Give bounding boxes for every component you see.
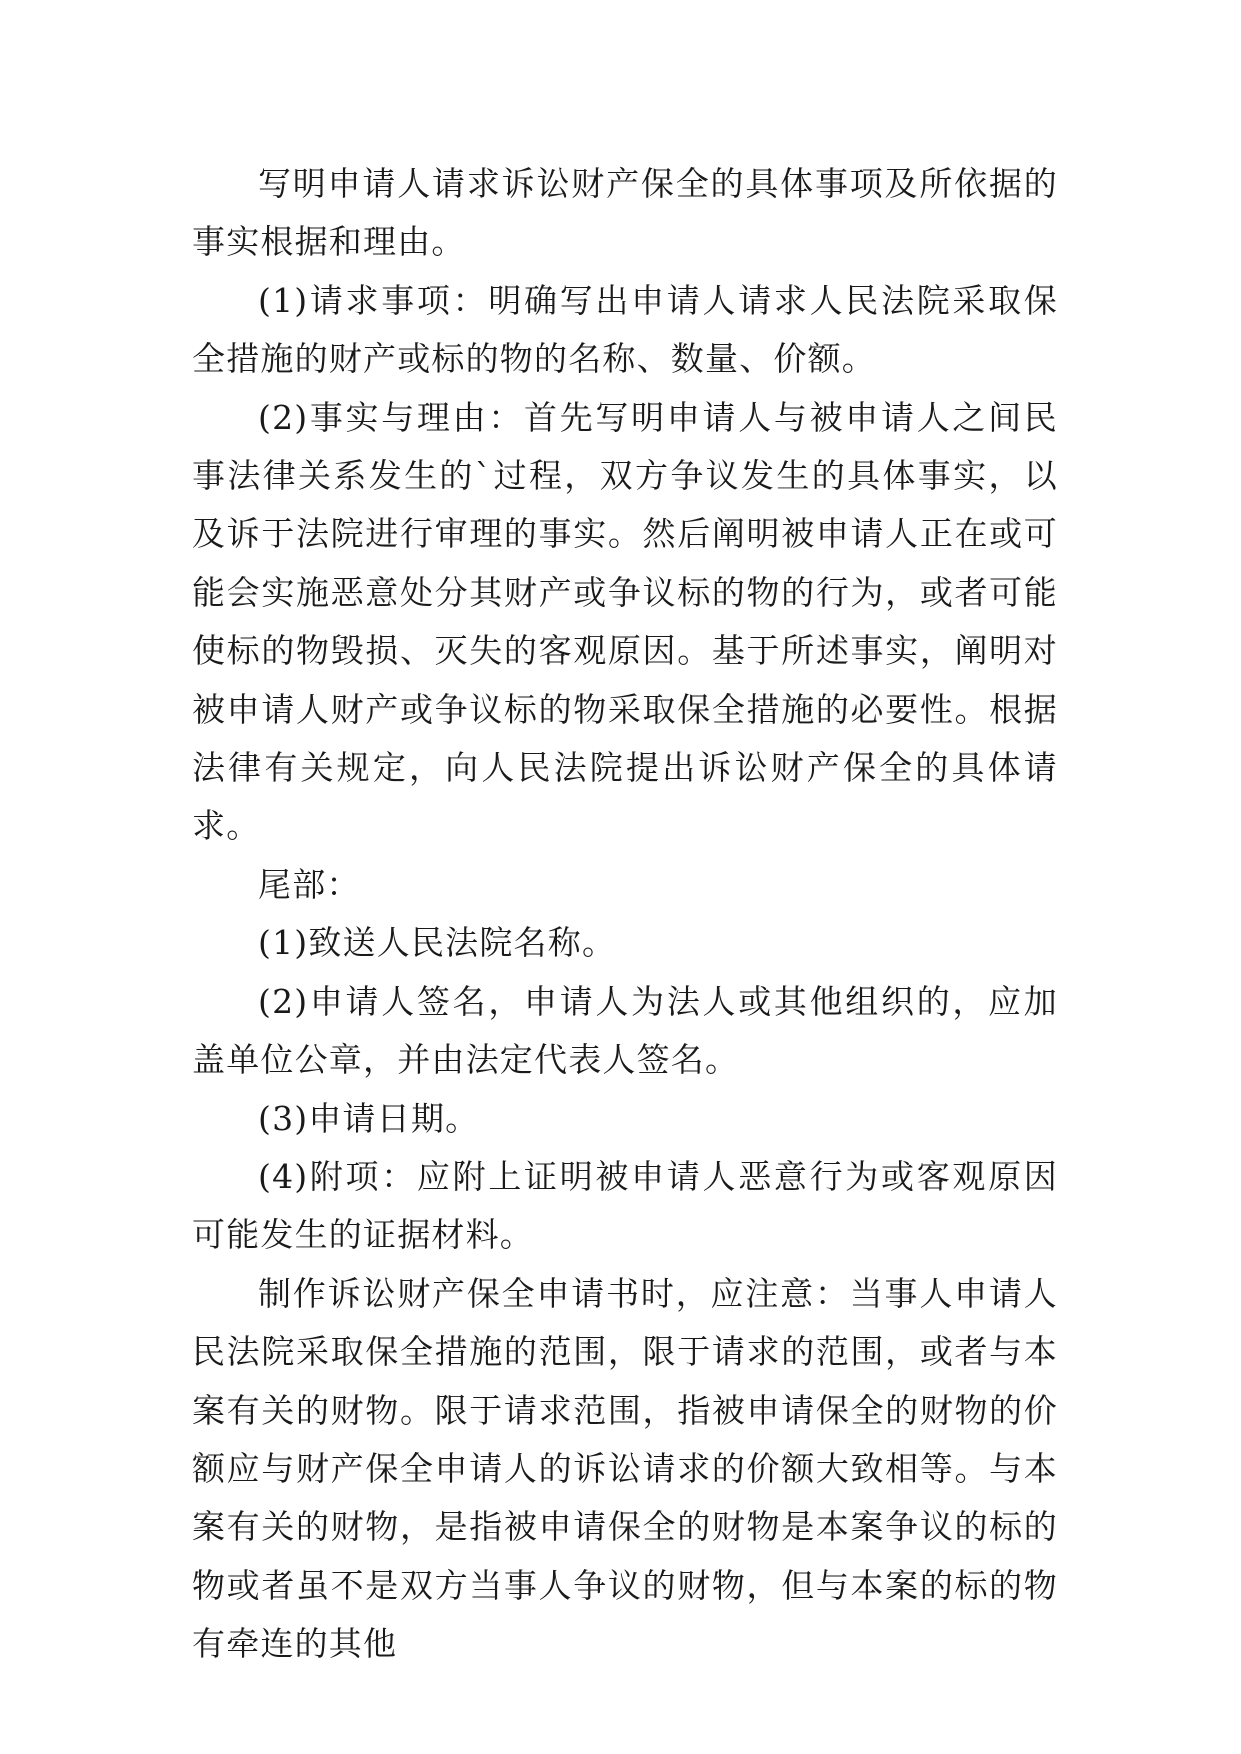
paragraph-ending-attachments: (4)附项：应附上证明被申请人恶意行为或客观原因可能发生的证据材料。 (192, 1156, 1058, 1255)
paragraph-facts-and-reasons-intro: 写明申请人请求诉讼财产保全的具体事项及所依据的事实根据和理由。 (192, 164, 1058, 262)
paragraph-ending-signature: (2)申请人签名，申请人为法人或其他组织的，应加盖单位公章，并由法定代表人签名。 (192, 981, 1058, 1080)
paragraph-notes: 制作诉讼财产保全申请书时，应注意：当事人申请人民法院采取保全措施的范围，限于请求的范围，或者与本案有关的财物。限于请求范围，指被申请保全的财物的价额应与财产保全申请人的诉讼请求的价额大致相等。与本案有关的财物，是指被申请保全的财物是本案争议的标的物或者虽不是双方当事人争议的财物，但与本案的标的物有牵连的其他 (192, 1273, 1058, 1664)
document-body (192, 155, 1058, 1674)
paragraph-request-items: (1)请求事项：明确写出申请人请求人民法院采取保全措施的财产或标的物的名称、数量、价额。 (192, 280, 1058, 379)
paragraph-ending-date: (3)申请日期。 (258, 1098, 480, 1138)
paragraph-ending-heading: 尾部： (258, 864, 361, 904)
paragraph-ending-court-name: (1)致送人民法院名称。 (258, 923, 617, 963)
paragraph-facts-and-reasons: (2)事实与理由：首先写明申请人与被申请人之间民事法律关系发生的`过程，双方争议发生的具体事实，以及诉于法院进行审理的事实。然后阐明被申请人正在或可能会实施恶意处分其财产或争议标的物的行为，或者可能使标的物毁损、灭失的客观原因。基于所述事实，阐明对被申请人财产或争议标的物采取保全措施的必要性。根据法律有关规定，向人民法院提出诉讼财产保全的具体请求。 (192, 397, 1058, 846)
